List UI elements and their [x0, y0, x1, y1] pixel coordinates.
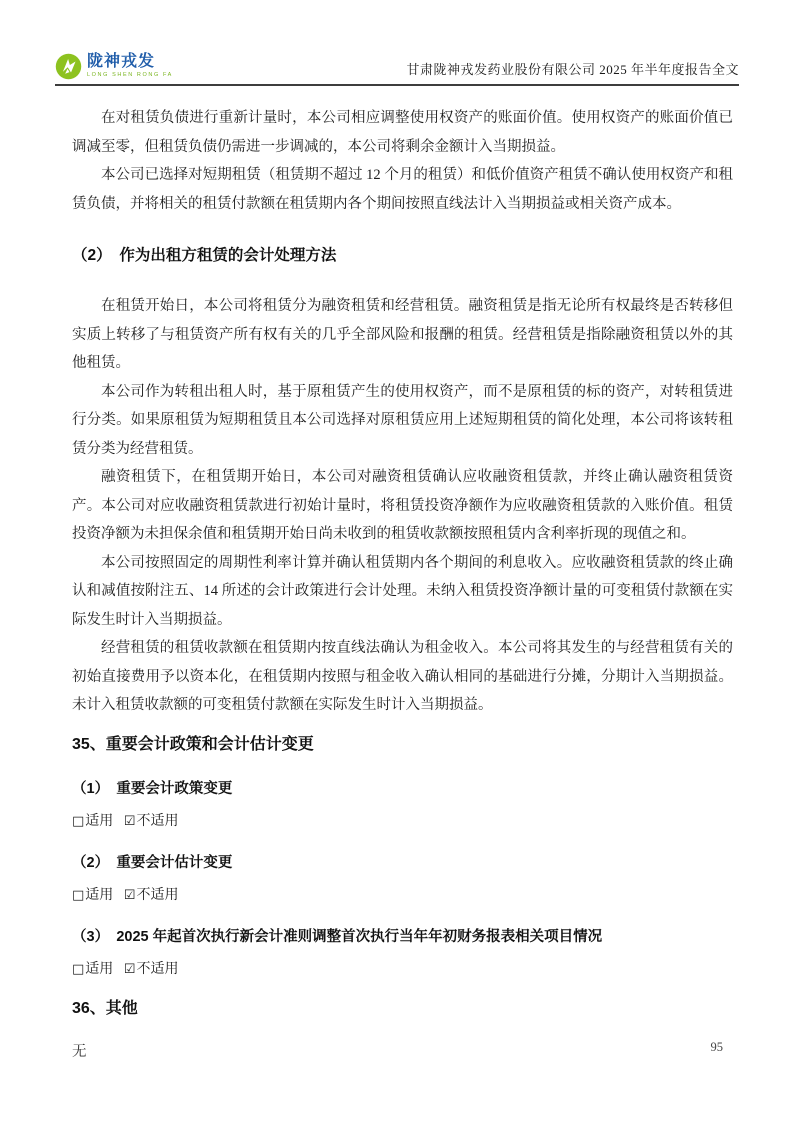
paragraph-operating-lease: 经营租赁的租赁收款额在租赁期内按直线法确认为租金收入。本公司将其发生的与经营租赁有关的初始直接费用予以资本化，在租赁期内按照与租金收入确认相同的基础进行分摊，分期计入当期损益。未计入租赁收款额的可变租赁付款额在实际发生时计入当期损益。 — [72, 640, 733, 713]
company-logo-subtext: LONG SHEN RONG FA — [87, 72, 173, 79]
option-not-applicable-label: 不适用 — [136, 813, 179, 829]
checkbox-checked-icon: ☑ — [123, 813, 136, 829]
heading-lessor-accounting: （2） 作为出租方租赁的会计处理方法 — [72, 247, 337, 264]
applicability-row-policy-change — [72, 812, 733, 832]
applicability-row-estimate-change — [72, 886, 733, 906]
checkbox-unchecked-icon: □ — [72, 961, 85, 977]
company-logo — [55, 53, 173, 80]
heading-policy-change: （1） 重要会计政策变更 — [72, 780, 233, 797]
paragraph-interest-income: 本公司按照固定的周期性利率计算并确认租赁期内各个期间的利息收入。应收融资租赁款的终止确认和减值按附注五、14 所述的会计政策进行会计处理。未纳入租赁投资净额计量的可变租赁付款额在实际发生时计入当期损益。 — [72, 554, 733, 628]
option-not-applicable — [124, 812, 179, 832]
company-logo-text — [87, 54, 173, 79]
option-applicable — [72, 886, 113, 906]
heading-new-standards-2025: （3） 2025 年起首次执行新会计准则调整首次执行当年年初财务报表相关项目情况 — [72, 928, 603, 945]
report-header-title: 甘肃陇神戎发药业股份有限公司 2025 年半年度报告全文 — [406, 62, 739, 77]
applicability-row-new-standards — [72, 960, 733, 980]
page-number: 95 — [710, 1040, 723, 1054]
option-applicable — [72, 812, 113, 832]
document-body — [0, 88, 793, 1062]
paragraph-lease-classification: 在租赁开始日，本公司将租赁分为融资租赁和经营租赁。融资租赁是指无论所有权最终是否转移但实质上转移了与租赁资产所有权有关的几乎全部风险和报酬的租赁。经营租赁是指除融资租赁以外的其他租赁。 — [72, 298, 733, 371]
company-logo-icon — [55, 53, 82, 80]
option-not-applicable-label: 不适用 — [136, 961, 179, 977]
option-applicable-label: 适用 — [85, 813, 114, 829]
company-logo-name: 陇神戎发 — [87, 53, 156, 71]
heading-estimate-change: （2） 重要会计估计变更 — [72, 854, 233, 871]
paragraph-short-term-lease: 本公司已选择对短期租赁（租赁期不超过 12 个月的租赁）和低价值资产租赁不确认使用权资产和租赁负债，并将相关的租赁付款额在租赁期内各个期间按照直线法计入当期损益或相关资产成本。 — [72, 167, 733, 212]
page-header — [55, 44, 739, 86]
paragraph-lease-remeasurement: 在对租赁负债进行重新计量时，本公司相应调整使用权资产的账面价值。使用权资产的账面价值已调减至零，但租赁负债仍需进一步调减的，本公司将剩余金额计入当期损益。 — [72, 110, 733, 155]
option-not-applicable-label: 不适用 — [136, 887, 179, 903]
option-not-applicable — [124, 960, 179, 980]
option-applicable-label: 适用 — [85, 887, 114, 903]
checkbox-unchecked-icon: □ — [72, 887, 85, 903]
option-applicable-label: 适用 — [85, 961, 114, 977]
checkbox-checked-icon: ☑ — [123, 887, 136, 903]
paragraph-sublease: 本公司作为转租出租人时，基于原租赁产生的使用权资产，而不是原租赁的标的资产，对转租赁进行分类。如果原租赁为短期租赁且本公司选择对原租赁应用上述短期租赁的简化处理，本公司将该转租赁分类为经营租赁。 — [72, 383, 733, 457]
section-36-body: 无 — [72, 1043, 87, 1060]
option-applicable — [72, 960, 113, 980]
checkbox-checked-icon: ☑ — [123, 961, 136, 977]
checkbox-unchecked-icon: □ — [72, 813, 85, 829]
paragraph-finance-lease: 融资租赁下，在租赁期开始日，本公司对融资租赁确认应收融资租赁款，并终止确认融资租赁资产。本公司对应收融资租赁款进行初始计量时，将租赁投资净额作为应收融资租赁款的入账价值。租赁投资净额为未担保余值和租赁期开始日尚未收到的租赁收款额按照租赁内含利率折现的现值之和。 — [72, 469, 733, 542]
heading-section-36: 36、其他 — [72, 999, 138, 1017]
option-not-applicable — [124, 886, 179, 906]
heading-section-35: 35、重要会计政策和会计估计变更 — [72, 735, 314, 753]
